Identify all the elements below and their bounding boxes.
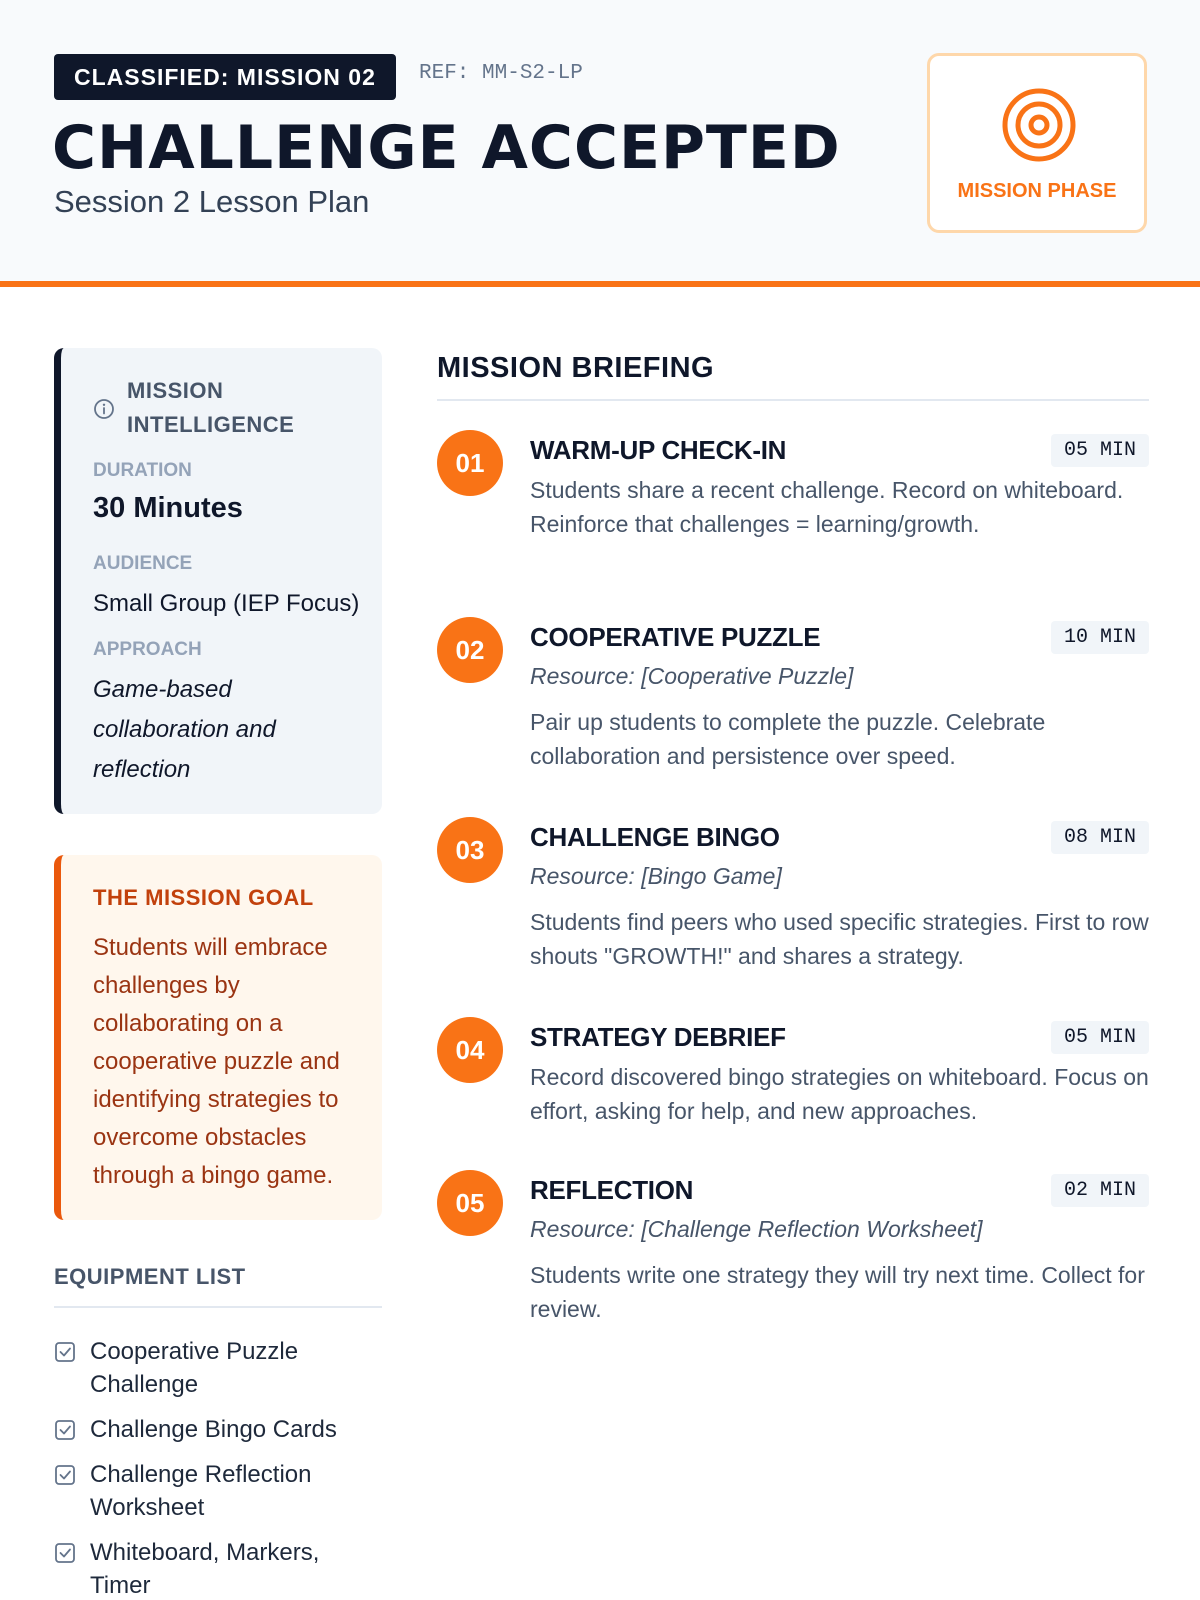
step-resource: Resource: [Bingo Game]	[530, 863, 782, 889]
step-description: Pair up students to complete the puzzle. Celebrate collaboration and persistence over speed.	[530, 709, 1046, 769]
classified-badge: CLASSIFIED: MISSION 02	[54, 54, 396, 100]
step-number: 02	[437, 617, 503, 683]
step-number: 05	[437, 1170, 503, 1236]
step-title: COOPERATIVE PUZZLE	[530, 622, 821, 652]
goal-title: THE MISSION GOAL	[93, 885, 314, 910]
step-title: STRATEGY DEBRIEF	[530, 1022, 786, 1052]
step-description: Students find peers who used specific strategies. First to row shouts "GROWTH!" and shares a strategy.	[530, 909, 1149, 969]
page-header	[0, 0, 1200, 287]
equipment-item	[54, 1335, 382, 1401]
equipment-title: EQUIPMENT LIST	[54, 1264, 382, 1308]
equipment-item-label: Challenge Bingo Cards	[90, 1416, 337, 1443]
step-duration-tag: 05 MIN	[1051, 1021, 1149, 1054]
duration-label: DURATION	[93, 460, 192, 481]
checkbox-checked-icon	[54, 1341, 76, 1363]
step-number: 03	[437, 817, 503, 883]
step-description: Students write one strategy they will try next time. Collect for review.	[530, 1262, 1145, 1322]
step-body	[530, 430, 1149, 541]
target-icon	[1001, 87, 1077, 163]
step-duration-tag: 02 MIN	[1051, 1174, 1149, 1207]
checkbox-checked-icon	[54, 1542, 76, 1564]
step-description: Students share a recent challenge. Record on whiteboard. Reinforce that challenges = learning/growth.	[530, 477, 1124, 537]
step-resource: Resource: [Challenge Reflection Worksheet]	[530, 1216, 983, 1242]
equipment-item-label: Cooperative Puzzle Challenge	[90, 1338, 299, 1398]
page-title: CHALLENGE ACCEPTED	[52, 113, 841, 183]
approach-value: Game-based collaboration and reflection	[93, 676, 276, 783]
duration-value: 30 Minutes	[93, 492, 243, 524]
equipment-item-label: Challenge Reflection Worksheet	[90, 1461, 312, 1521]
step-title: REFLECTION	[530, 1175, 694, 1205]
info-icon	[93, 398, 115, 420]
step-body	[530, 1017, 1149, 1128]
mission-briefing-title: MISSION BRIEFING	[437, 352, 1149, 401]
checkbox-checked-icon	[54, 1464, 76, 1486]
step-body	[530, 1170, 1149, 1326]
checkbox-checked-icon	[54, 1419, 76, 1441]
audience-label: AUDIENCE	[93, 553, 193, 574]
step-duration-tag: 08 MIN	[1051, 821, 1149, 854]
equipment-list	[54, 1335, 382, 1600]
step-description: Record discovered bingo strategies on whiteboard. Focus on effort, asking for help, and new approaches.	[530, 1064, 1149, 1124]
mission-goal-panel	[54, 855, 382, 1220]
step-duration-tag: 10 MIN	[1051, 621, 1149, 654]
step-title: WARM-UP CHECK-IN	[530, 435, 787, 465]
step-duration-tag: 05 MIN	[1051, 434, 1149, 467]
audience-value: Small Group (IEP Focus)	[93, 590, 360, 617]
equipment-item-label: Whiteboard, Markers, Timer	[90, 1539, 320, 1599]
equipment-item	[54, 1413, 382, 1446]
approach-label: APPROACH	[93, 639, 202, 660]
goal-text: Students will embrace challenges by collaborating on a cooperative puzzle and identifying strategies to overcome obstacles through a bingo game.	[93, 934, 340, 1189]
step-resource: Resource: [Cooperative Puzzle]	[530, 663, 854, 689]
step-body	[530, 617, 1149, 773]
mission-phase-label: MISSION PHASE	[957, 180, 1117, 202]
intel-title: MISSION INTELLIGENCE	[127, 378, 295, 437]
equipment-item	[54, 1458, 382, 1524]
equipment-item	[54, 1536, 382, 1600]
page-subtitle: Session 2 Lesson Plan	[54, 184, 370, 219]
mission-intelligence-panel	[54, 348, 382, 814]
step-title: CHALLENGE BINGO	[530, 822, 780, 852]
step-body	[530, 817, 1149, 973]
reference-code: REF: MM-S2-LP	[419, 62, 583, 85]
step-number: 01	[437, 430, 503, 496]
mission-phase-card	[927, 53, 1147, 233]
step-number: 04	[437, 1017, 503, 1083]
